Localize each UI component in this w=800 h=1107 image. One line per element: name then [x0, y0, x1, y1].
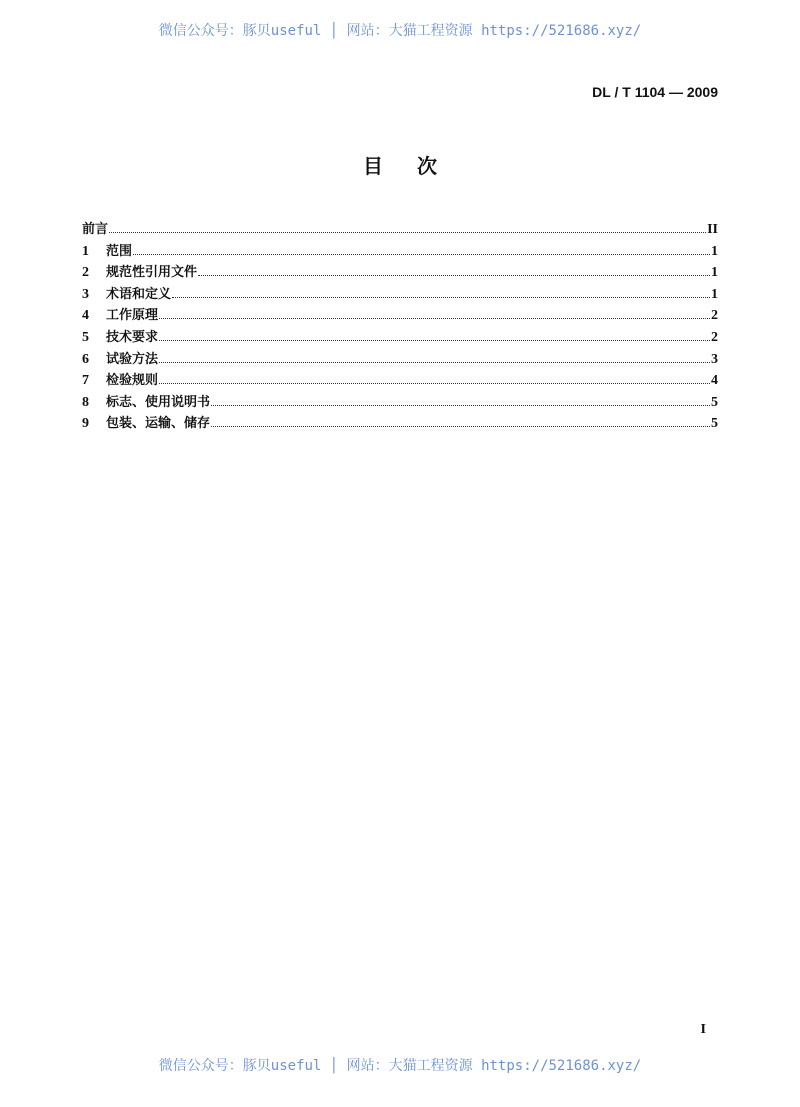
toc-page: 2: [711, 329, 718, 345]
toc-entry-preface[interactable]: [82, 218, 718, 240]
standard-number: DL / T 1104 — 2009: [592, 84, 718, 100]
page-title: 目次: [363, 154, 471, 178]
toc-entry[interactable]: [82, 348, 718, 370]
leader-dots: [159, 362, 710, 363]
toc-page: 3: [711, 351, 718, 367]
leader-dots: [159, 383, 710, 384]
toc-label: 包装、运输、储存: [106, 416, 211, 432]
toc-entry[interactable]: [82, 369, 718, 391]
toc-entry[interactable]: [82, 240, 718, 262]
toc-page: 2: [711, 308, 718, 324]
toc-page: II: [707, 222, 718, 237]
leader-dots: [133, 254, 710, 255]
toc-label: 检验规则: [106, 373, 159, 389]
leader-dots: [211, 426, 710, 427]
leader-dots: [172, 297, 710, 298]
leader-dots: [159, 340, 710, 341]
toc-label: 试验方法: [106, 351, 159, 367]
toc-number: 8: [82, 394, 89, 410]
toc-page: 1: [711, 243, 718, 259]
leader-dots: [159, 318, 710, 319]
toc-page: 5: [711, 416, 718, 432]
toc-number: 3: [82, 286, 89, 302]
toc-entry[interactable]: [82, 391, 718, 413]
toc-number: 1: [82, 243, 89, 259]
toc-number: 5: [82, 329, 89, 345]
toc-label: 范围: [106, 243, 133, 259]
toc-number: 4: [82, 308, 89, 324]
toc-label: 工作原理: [106, 308, 159, 324]
toc-entry[interactable]: [82, 412, 718, 434]
toc-number: 7: [82, 373, 89, 389]
toc-label: 前言: [82, 222, 109, 237]
toc-number: 9: [82, 416, 89, 432]
table-of-contents: [82, 218, 718, 434]
toc-number: 6: [82, 351, 89, 367]
watermark-bottom: 微信公众号：豚贝useful │ 网站：大猫工程资源 https://521686.xyz/: [158, 1058, 642, 1074]
toc-label: 技术要求: [106, 329, 159, 345]
toc-page: 1: [711, 265, 718, 281]
toc-label: 规范性引用文件: [106, 265, 198, 281]
toc-entry[interactable]: [82, 326, 718, 348]
toc-page: 1: [711, 286, 718, 302]
page-number: I: [700, 1022, 706, 1037]
leader-dots: [198, 275, 710, 276]
toc-label: 术语和定义: [106, 286, 172, 302]
toc-entry[interactable]: [82, 304, 718, 326]
toc-entry[interactable]: [82, 261, 718, 283]
toc-page: 5: [711, 394, 718, 410]
toc-page: 4: [711, 373, 718, 389]
watermark-top: 微信公众号：豚贝useful │ 网站：大猫工程资源 https://521686.xyz/: [158, 23, 642, 39]
leader-dots: [211, 405, 710, 406]
toc-number: 2: [82, 265, 89, 281]
leader-dots: [109, 232, 706, 233]
toc-entry[interactable]: [82, 283, 718, 305]
toc-label: 标志、使用说明书: [106, 394, 211, 410]
